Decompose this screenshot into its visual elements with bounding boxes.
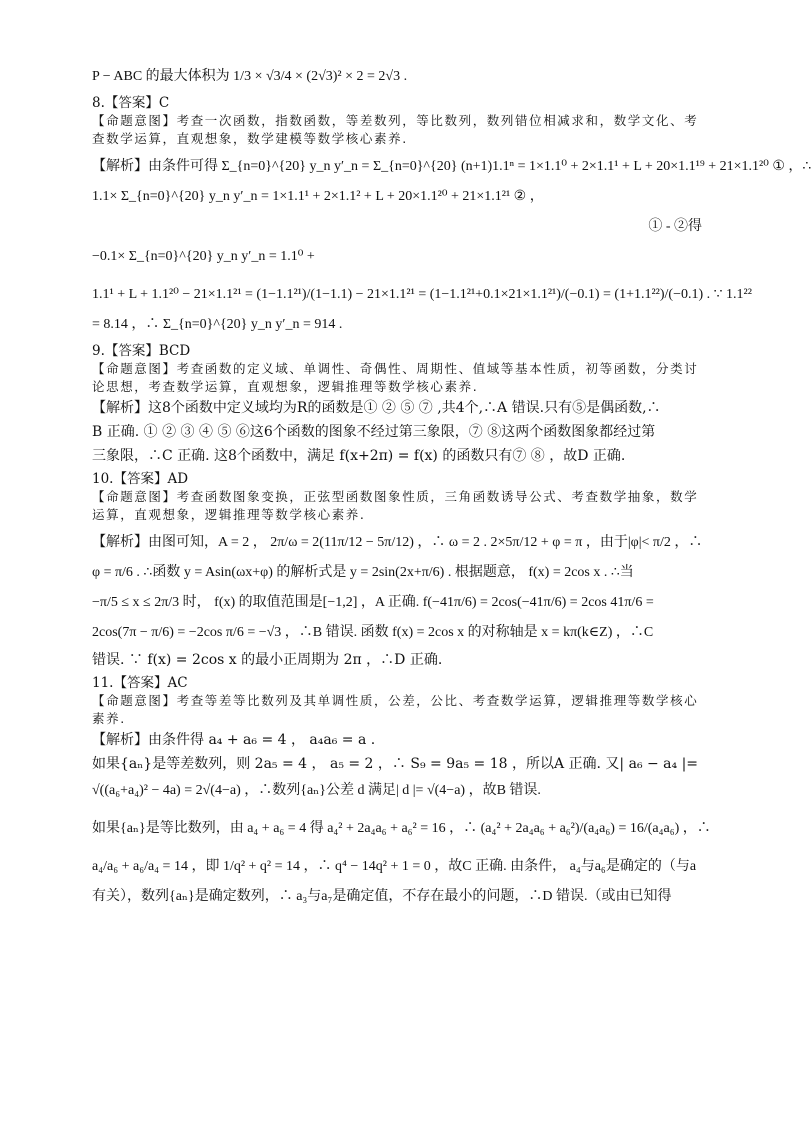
solution-line: 【解析】由条件可得 Σ_{n=0}^{20} y_n y′_n = Σ_{n=0}^{20} (n+1)1.1ⁿ = 1×1.1⁰ + 2×1.1¹ + L + 20×1.1¹⁹ + 21×1.1²⁰ ① ，∴ [92,159,811,174]
solution-line: 三象限，∴C 正确. 这8个函数中，满足 f(x+2π) = f(x) 的函数只有⑦ ⑧ ，故D 正确. [92,448,626,464]
solution-line: 如果{aₙ}是等比数列，由 a₄ + a₆ = 4 得 a₄² + 2a₄a₆ + a₆² = 16 ，∴ (a₄² + 2a₄a₆ + a₆²)/(a₄a₆) = 16/(a₄a₆) ，∴ [92,821,711,836]
intent-line: 运算，直观想象，逻辑推理等数学核心素养. [92,507,366,522]
solution-line: B 正确. ① ② ③ ④ ⑤ ⑥这6个函数的图象不经过第三象限，⑦ ⑧这两个函数图象都经过第 [92,424,656,440]
solution-line: φ = π/6 . ∴函数 y = Asin(ωx+φ) 的解析式是 y = 2sin(2x+π/6) . 根据题意， f(x) = 2cos x . ∴当 [92,565,634,580]
intent-line: 【命题意图】考查函数图象变换，正弦型函数图象性质，三角函数诱导公式、考查数学抽象，数学 [92,489,699,504]
intent-line: 【命题意图】考查等差等比数列及其单调性质，公差，公比、考查数学运算，逻辑推理等数学核心 [92,693,699,708]
answer-heading: 8.【答案】C [92,95,170,111]
solution-line: 【解析】由条件得 a₄ + a₆ = 4 ， a₄a₆ = a . [92,732,376,748]
solution-line: a₄/a₆ + a₆/a₄ = 14 ，即 1/q² + q² = 14 ，∴ q⁴ − 14q² + 1 = 0 ，故C 正确. 由条件， a₄与a₆是确定的（与a [92,859,697,874]
solution-line: 1.1¹ + L + 1.1²⁰ − 21×1.1²¹ = (1−1.1²¹)/(1−1.1) − 21×1.1²¹ = (1−1.1²¹+0.1×21×1.1²¹)/(−0.1) = (1+1.1²²)/(−0.1) . ∵ 1.1²² [92,287,752,302]
answer-heading: 11.【答案】AC [92,675,188,691]
intent-line: 【命题意图】考查一次函数，指数函数，等差数列，等比数列，数列错位相减求和，数学文化、考 [92,113,699,128]
solution-line: 【解析】这8个函数中定义域均为R的函数是① ② ⑤ ⑦ ,共4个,∴A 错误.只有⑤是偶函数,∴ [92,400,661,416]
solution-line: −0.1× Σ_{n=0}^{20} y_n y′_n = 1.1⁰ + [92,249,315,264]
solution-line: ① - ②得 [648,219,702,234]
solution-line: 【解析】由图可知，A = 2 ， 2π/ω = 2(11π/12 − 5π/12) ，∴ ω = 2 . 2×5π/12 + φ = π ，由于|φ|< π/2 ，∴ [92,535,703,550]
answer-heading: 10.【答案】AD [92,471,189,487]
solution-line: = 8.14 ，∴ Σ_{n=0}^{20} y_n y′_n = 914 . [92,317,343,332]
intent-line: 素养. [92,711,126,726]
solution-line: −π/5 ≤ x ≤ 2π/3 时， f(x) 的取值范围是[−1,2] ，A 正确. f(−41π/6) = 2cos(−41π/6) = 2cos 41π/6 = [92,595,654,610]
solution-line: 有关），数列{aₙ}是确定数列，∴ a₃与a₇是确定值，不存在最小的问题，∴D 错误.（或由已知得 [92,889,672,904]
solution-line: 2cos(7π − π/6) = −2cos π/6 = −√3 ，∴B 错误. 函数 f(x) = 2cos x 的对称轴是 x = kπ(k∈Z) ，∴C [92,625,654,640]
solution-line: 1.1× Σ_{n=0}^{20} y_n y′_n = 1×1.1¹ + 2×1.1² + L + 20×1.1²⁰ + 21×1.1²¹ ② ， [92,189,544,204]
solution-line: 如果{aₙ}是等差数列，则 2a₅ = 4 ， a₅ = 2 ，∴ S₉ = 9a₅ = 18 ，所以A 正确. 又| a₆ − a₄ |= [92,756,699,772]
solution-line: √((a₆+a₄)² − 4a) = 2√(4−a) ，∴数列{aₙ}公差 d 满足| d |= √(4−a) ，故B 错误. [92,783,541,798]
intent-line: 查数学运算，直观想象，数学建模等数学核心素养. [92,131,408,146]
solution-line: 错误. ∵ f(x) = 2cos x 的最小正周期为 2π ，∴D 正确. [92,652,443,668]
intent-line: 论思想，考查数学运算，直观想象，逻辑推理等数学核心素养. [92,379,479,394]
text-line: P − ABC 的最大体积为 1/3 × √3/4 × (2√3)² × 2 = 2√3 . [92,69,408,84]
answer-heading: 9.【答案】BCD [92,343,191,359]
intent-line: 【命题意图】考查函数的定义域、单调性、奇偶性、周期性、值域等基本性质，初等函数，分类讨 [92,361,699,376]
